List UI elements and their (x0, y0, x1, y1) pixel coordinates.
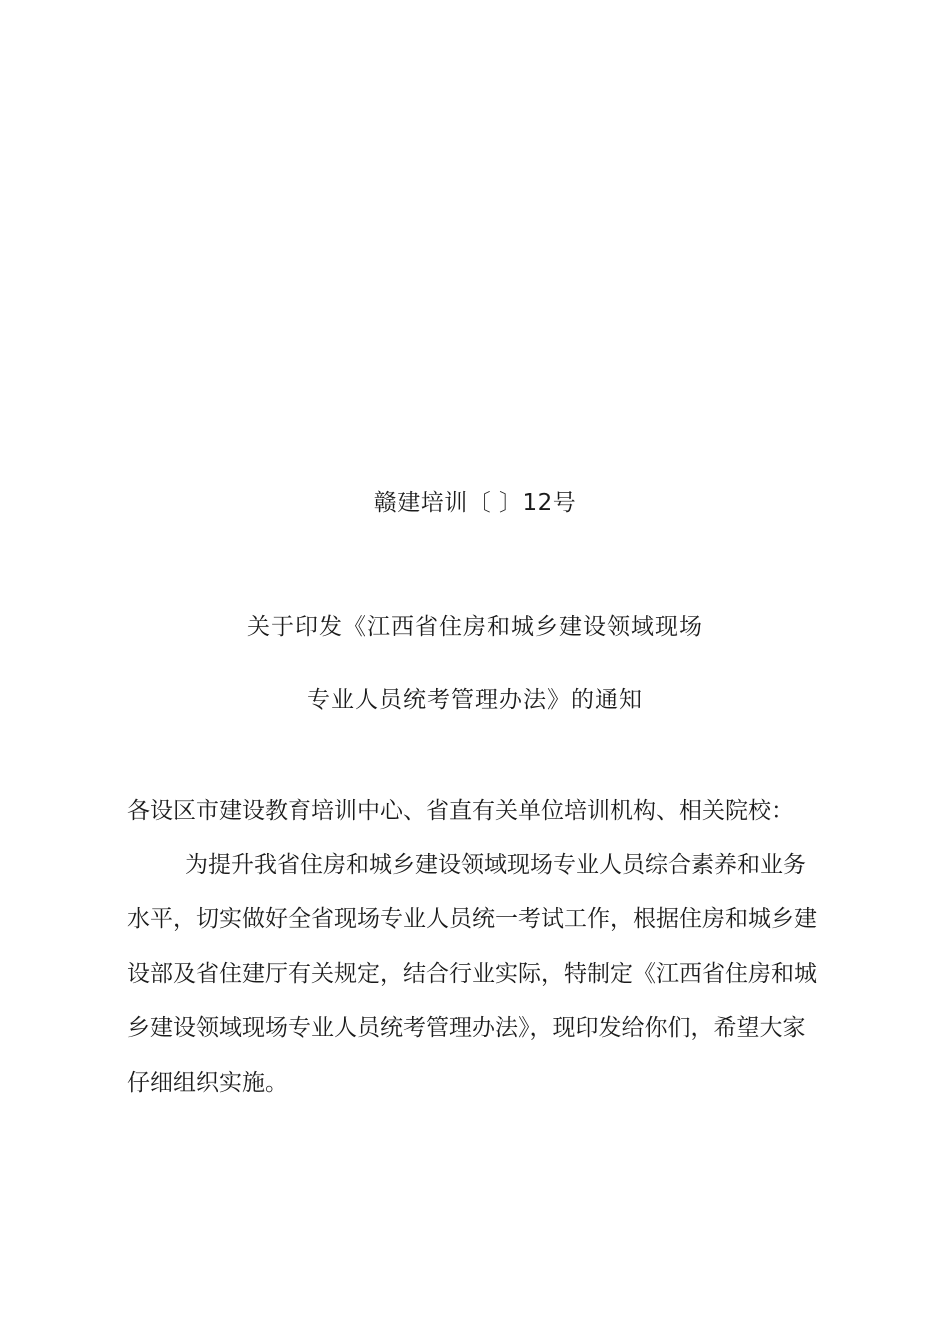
body-text-line: 乡建设领域现场专业人员统考管理办法》，现印发给你们，希望大家 (127, 1015, 806, 1041)
body-text-line: 设部及省住建厅有关规定，结合行业实际，特制定《江西省住房和城 (127, 961, 817, 987)
body-text-line: 仔细组织实施。 (127, 1070, 288, 1096)
body-text-line: 水平，切实做好全省现场专业人员统一考试工作，根据住房和城乡建 (127, 906, 817, 932)
document-title-line-2: 专业人员统考管理办法》的通知 (307, 687, 643, 713)
body-text-line: 为提升我省住房和城乡建设领域现场专业人员综合素养和业务 (185, 852, 806, 878)
document-title-line-1: 关于印发《江西省住房和城乡建设领域现场 (247, 614, 703, 640)
document-number: 赣建培训〔 〕12号 (373, 490, 577, 516)
addressee: 各设区市建设教育培训中心、省直有关单位培训机构、相关院校： (127, 798, 794, 824)
